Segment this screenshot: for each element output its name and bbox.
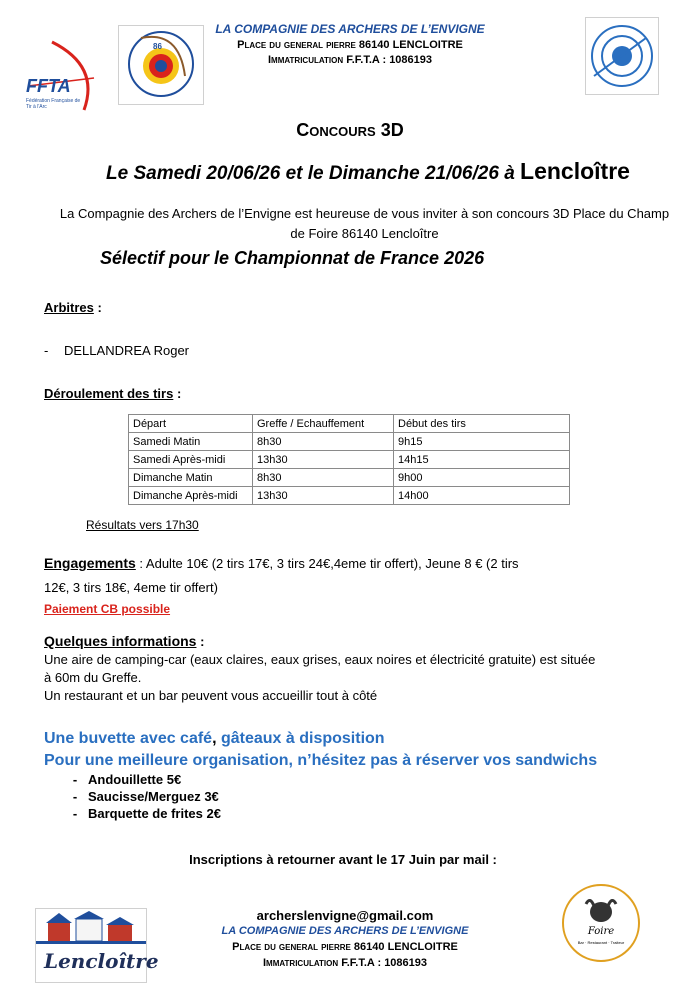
footer-club-name: LA COMPAGNIE DES ARCHERS DE L’ENVIGNE (221, 925, 469, 937)
footer-email[interactable]: archerslenvigne@gmail.com (256, 908, 434, 923)
ffta-logo (22, 36, 102, 116)
sandwich-line: Pour une meilleure organisation, n’hésitez pas à réserver vos sandwichs (44, 752, 598, 769)
foire-logo (560, 882, 642, 964)
deroulement-heading-label: Déroulement des tirs (44, 386, 174, 401)
page-title: Concours 3D (296, 120, 404, 140)
arbitres-heading (44, 297, 102, 318)
infos-line1: Une aire de camping-car (eaux claires, eaux grises, eaux noires et électricité gratuite) est située (44, 652, 596, 667)
infos-colon: : (196, 634, 205, 649)
lencloitre-logo (35, 908, 159, 983)
deroulement-colon: : (173, 386, 182, 401)
schedule-col-greffe: Greffe / Echauffement (253, 415, 394, 433)
footer-address: Place du general pierre 86140 LENCLOITRE (232, 941, 458, 953)
table-row (129, 469, 570, 487)
table-cell: 9h15 (394, 433, 570, 451)
table-cell: 14h15 (394, 451, 570, 469)
engagements-heading: Engagements (44, 555, 136, 571)
ffta-logo-subtext: Fédération Française de Tir à l'Arc (26, 98, 81, 110)
table-cell: 14h00 (394, 487, 570, 505)
engagements-section (44, 551, 664, 600)
event-dates (0, 158, 700, 185)
lencloitre-logo-text: Lencloître (44, 949, 159, 973)
buvette-part2: gâteaux à disposition (216, 730, 385, 747)
food-list (66, 770, 221, 823)
engagements-text-line2: 12€, 3 tirs 18€, 4eme tir offert) (44, 580, 218, 595)
arbitre-name: DELLANDREA Roger (64, 343, 189, 358)
buvette-comma: , (212, 730, 217, 747)
table-cell: 9h00 (394, 469, 570, 487)
list-item: - Saucisse/Merguez 3€ (88, 789, 221, 804)
resultats-text: Résultats vers 17h30 (86, 518, 199, 532)
event-city: Lencloître (520, 158, 630, 184)
table-cell: 13h30 (253, 451, 394, 469)
infos-section (44, 632, 674, 705)
list-item: - Andouillette 5€ (88, 772, 221, 787)
table-cell: 8h30 (253, 469, 394, 487)
table-row (129, 451, 570, 469)
infos-line2: à 60m du Greffe. (44, 670, 142, 685)
comite-logo (118, 25, 204, 105)
schedule-col-depart: Départ (129, 415, 253, 433)
infos-heading: Quelques informations (44, 633, 197, 649)
table-cell: 8h30 (253, 433, 394, 451)
schedule-col-debut: Début des tirs (394, 415, 570, 433)
archers-envigne-logo (585, 17, 659, 95)
foire-logo-text: Foire (587, 926, 615, 937)
table-cell: Samedi Matin (129, 433, 253, 451)
inscriptions-text: Inscriptions à retourner avant le 17 Juin par mail : (189, 852, 497, 867)
table-cell: Dimanche Matin (129, 469, 253, 487)
arbitres-colon: : (93, 300, 102, 315)
infos-line3: Un restaurant et un bar peuvent vous accueillir tout à côté (44, 688, 378, 703)
foire-logo-sub: Bar · Restaurant · Traiteur (577, 940, 625, 945)
arbitres-heading-label: Arbitres (44, 300, 94, 315)
table-cell: Dimanche Après-midi (129, 487, 253, 505)
list-item: - Barquette de frites 2€ (88, 806, 221, 821)
table-row (129, 487, 570, 505)
deroulement-heading (44, 383, 181, 404)
invitation-text: La Compagnie des Archers de l’Envigne est heureuse de vous inviter à son concours 3D Place du Champ de Foire 86140 Lencloître (59, 206, 670, 241)
engagements-text-line1: : Adulte 10€ (2 tirs 17€, 3 tirs 24€,4eme tir offert), Jeune 8 € (2 tirs (135, 556, 519, 571)
ffta-logo-text: FFTA (26, 76, 71, 96)
schedule-table (128, 414, 570, 505)
event-dates-text: Le Samedi 20/06/26 et le Dimanche 21/06/26 à (106, 163, 521, 184)
buvette-line (44, 730, 385, 748)
schedule-header-row (129, 415, 570, 433)
header-club-name: LA COMPAGNIE DES ARCHERS DE L’ENVIGNE (215, 22, 485, 36)
arbitre-item: - DELLANDREA Roger (44, 343, 189, 358)
selectif-title: Sélectif pour le Championnat de France 2026 (100, 248, 485, 268)
header-address: Place du general pierre 86140 LENCLOITRE (237, 39, 463, 51)
comite-logo-text: 86 (153, 42, 162, 51)
table-row (129, 433, 570, 451)
table-cell: Samedi Après-midi (129, 451, 253, 469)
buvette-part1: Une buvette avec café (44, 730, 213, 747)
header-immatriculation: Immatriculation F.F.T.A : 1086193 (267, 54, 433, 66)
table-cell: 13h30 (253, 487, 394, 505)
paiement-text: Paiement CB possible (44, 602, 171, 616)
footer-immatriculation: Immatriculation F.F.T.A : 1086193 (262, 957, 428, 969)
